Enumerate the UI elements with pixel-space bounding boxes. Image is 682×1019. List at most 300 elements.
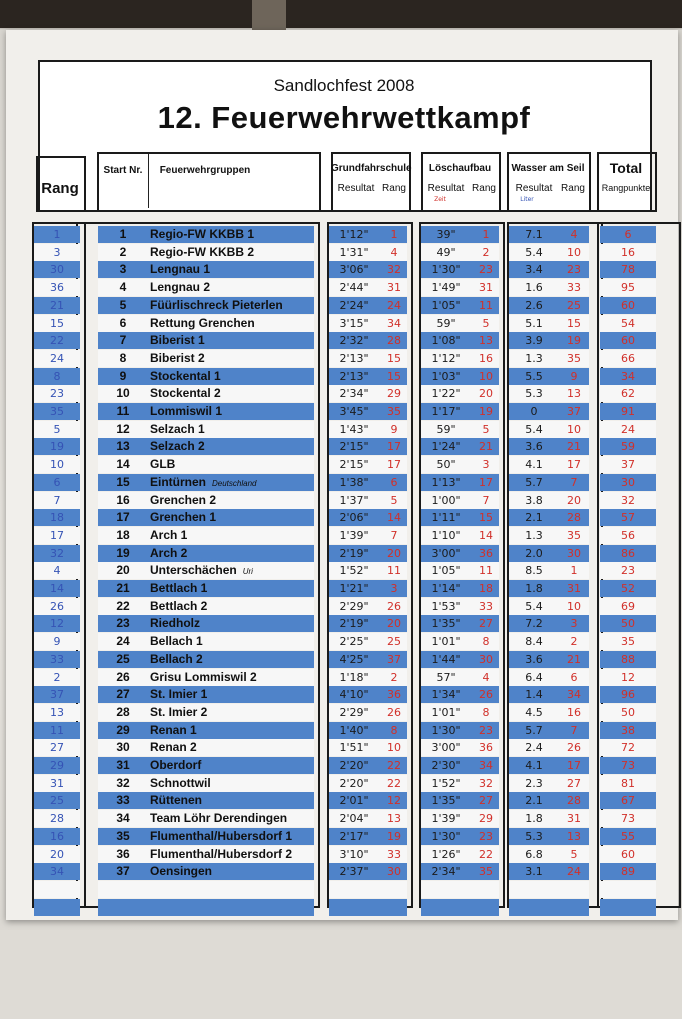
- group-name-cell: Schnottwil: [150, 775, 211, 790]
- grundfahrschule-rang-cell: 7: [390, 528, 398, 542]
- wasser-rang-cell: 13: [567, 387, 581, 401]
- wasser-resultat-cell: 3.6: [525, 440, 543, 454]
- wasser-resultat-cell: 8.4: [525, 635, 543, 649]
- total-cell: 60: [621, 847, 635, 861]
- total-cell: 34: [621, 369, 635, 383]
- total-cell: 56: [621, 528, 635, 542]
- wasser-resultat-cell: 4.1: [525, 759, 543, 772]
- wasser-rang-cell: 25: [567, 298, 581, 312]
- total-cell: 54: [621, 316, 635, 330]
- rank-cell: 13: [50, 705, 64, 719]
- total-cell: 57: [621, 511, 635, 525]
- loeschaufbau-resultat-cell: 1'14": [431, 582, 461, 595]
- group-name-cell: Lommiswil 1: [150, 404, 223, 418]
- grundfahrschule-rang-cell: 12: [387, 794, 401, 808]
- wasser-resultat-cell: 0: [530, 405, 538, 418]
- grundfahrschule-rang-cell: 15: [387, 351, 401, 365]
- start-nr-cell: 3: [119, 262, 127, 277]
- empty-row-stripe: [34, 899, 80, 916]
- total-cell: 38: [621, 723, 635, 737]
- loeschaufbau-resultat-cell: 50": [436, 458, 456, 472]
- grundfahrschule-rang-cell: 24: [387, 298, 401, 312]
- rank-cell: 14: [50, 582, 64, 595]
- rank-cell: 33: [50, 652, 64, 666]
- start-nr-cell: 27: [116, 687, 130, 702]
- total-cell: 60: [621, 334, 635, 348]
- loeschaufbau-rang-cell: 18: [479, 582, 493, 595]
- start-nr-cell: 36: [116, 846, 130, 861]
- grundfahrschule-rang-cell: 22: [387, 759, 401, 772]
- wasser-resultat-cell: 2.6: [525, 298, 543, 312]
- loeschaufbau-resultat-cell: 1'08": [431, 334, 461, 348]
- loeschaufbau-rang-cell: 11: [479, 564, 493, 578]
- wasser-rang-cell: 15: [567, 316, 581, 330]
- wasser-rang-cell: 2: [570, 635, 578, 649]
- group-origin-label: Uri: [242, 567, 253, 577]
- start-nr-header: Start Nr.: [103, 165, 143, 176]
- grundfahrschule-rang-cell: 1: [390, 228, 398, 241]
- start-nr-cell: 6: [119, 315, 127, 330]
- grundfahrschule-resultat-cell: 1'52": [339, 564, 369, 578]
- loeschaufbau-resultat-cell: 1'05": [431, 564, 461, 578]
- wasser-rang-cell: 24: [567, 865, 581, 879]
- rank-cell: 15: [50, 316, 64, 330]
- loeschaufbau-rang-cell: 11: [479, 298, 493, 312]
- start-nr-cell: 28: [116, 704, 130, 719]
- rank-cell: 11: [50, 723, 64, 737]
- event-title: Sandlochfest 2008: [273, 76, 415, 95]
- wasser-rang-cell: 17: [567, 458, 581, 472]
- group-name-cell: Lengnau 2: [150, 280, 211, 295]
- competition-title: 12. Feuerwehrwettkampf: [157, 100, 531, 135]
- start-nr-cell: 1: [119, 227, 127, 241]
- total-cell: 89: [621, 865, 635, 879]
- group-name-cell: Rüttenen: [150, 793, 202, 808]
- rank-cell: 26: [50, 599, 64, 613]
- grundfahrschule-rang-cell: 35: [387, 405, 401, 418]
- grundfahrschule-resultat-header: Resultat: [337, 183, 375, 194]
- total-cell: 72: [621, 741, 635, 755]
- wasser-resultat-cell: 4.5: [525, 705, 543, 719]
- wasser-rang-cell: 10: [567, 422, 581, 436]
- grundfahrschule-resultat-cell: 3'45": [339, 405, 369, 418]
- loeschaufbau-rang-cell: 35: [479, 865, 493, 879]
- start-nr-cell: 29: [116, 722, 130, 737]
- wasser-rang-header: Rang: [561, 183, 585, 194]
- grundfahrschule-resultat-cell: 3'15": [339, 316, 369, 330]
- grundfahrschule-resultat-cell: 1'40": [339, 723, 369, 737]
- loeschaufbau-resultat-cell: 1'34": [431, 688, 461, 702]
- total-cell: 16: [621, 245, 635, 259]
- start-nr-cell: 14: [116, 457, 130, 472]
- total-cell: 81: [621, 776, 635, 790]
- loeschaufbau-resultat-cell: 49": [436, 245, 456, 259]
- wasser-rang-cell: 31: [567, 582, 581, 595]
- loeschaufbau-rang-cell: 36: [479, 546, 493, 560]
- empty-row-stripe: [98, 899, 314, 916]
- total-cell: 55: [621, 829, 635, 843]
- grundfahrschule-rang-cell: 5: [390, 493, 398, 507]
- wasser-resultat-cell: 5.7: [525, 475, 543, 489]
- grundfahrschule-resultat-cell: 2'32": [339, 334, 369, 348]
- total-cell: 96: [621, 688, 635, 702]
- loeschaufbau-rang-cell: 2: [482, 245, 490, 259]
- wasser-resultat-cell: 1.8: [525, 582, 543, 595]
- wasser-rang-cell: 34: [567, 688, 581, 702]
- empty-row-stripe: [329, 881, 407, 898]
- total-cell: 91: [621, 405, 635, 418]
- start-nr-cell: 30: [116, 740, 130, 755]
- grundfahrschule-resultat-cell: 2'13": [339, 351, 369, 365]
- wasser-rang-cell: 9: [570, 369, 578, 383]
- grundfahrschule-rang-cell: 3: [390, 582, 398, 595]
- loeschaufbau-resultat-cell: 1'35": [431, 617, 461, 631]
- group-name-cell: Selzach 1: [150, 421, 205, 436]
- group-name-cell: Füürlischreck Pieterlen: [150, 297, 283, 312]
- group-name-cell: Bellach 1: [150, 634, 203, 649]
- loeschaufbau-rang-cell: 29: [479, 812, 493, 826]
- group-name-cell: Riedholz: [150, 616, 200, 631]
- rank-cell: 34: [50, 865, 64, 879]
- wooden-post: [252, 0, 286, 30]
- loeschaufbau-resultat-cell: 1'52": [431, 776, 461, 790]
- empty-row-stripe: [34, 881, 80, 898]
- rank-cell: 24: [50, 351, 64, 365]
- total-cell: 50: [621, 617, 635, 631]
- grundfahrschule-resultat-cell: 2'19": [339, 617, 369, 631]
- loeschaufbau-rang-cell: 1: [482, 228, 490, 241]
- grundfahrschule-resultat-cell: 2'37": [339, 865, 369, 879]
- group-name-cell: Oensingen: [150, 864, 213, 879]
- wasser-resultat-cell: 1.8: [525, 812, 543, 826]
- loeschaufbau-rang-cell: 19: [479, 405, 493, 418]
- wasser-resultat-cell: 3.4: [525, 263, 543, 277]
- wasser-resultat-cell: 3.9: [525, 334, 543, 348]
- start-nr-cell: 2: [119, 244, 127, 259]
- rank-cell: 31: [50, 776, 64, 790]
- grundfahrschule-rang-cell: 25: [387, 635, 401, 649]
- total-cell: 30: [621, 475, 635, 489]
- loeschaufbau-rang-cell: 30: [479, 652, 493, 666]
- start-nr-cell: 9: [119, 368, 127, 383]
- wasser-rang-cell: 35: [567, 528, 581, 542]
- grundfahrschule-resultat-cell: 2'25": [339, 635, 369, 649]
- loeschaufbau-header-box: [421, 152, 501, 212]
- loeschaufbau-rang-cell: 27: [479, 794, 493, 808]
- start-nr-cell: 19: [116, 545, 130, 560]
- empty-row-stripe: [421, 899, 499, 916]
- grundfahrschule-rang-cell: 13: [387, 812, 401, 826]
- grundfahrschule-resultat-cell: 2'01": [339, 794, 369, 808]
- group-name-cell: Regio-FW KKBB 1: [150, 227, 254, 241]
- grundfahrschule-resultat-cell: 2'19": [339, 546, 369, 560]
- total-cell: 95: [621, 281, 635, 295]
- loeschaufbau-resultat-cell: 59": [436, 316, 456, 330]
- wasser-rang-cell: 30: [567, 546, 581, 560]
- grundfahrschule-rang-cell: 31: [387, 281, 401, 295]
- total-cell: 86: [621, 546, 635, 560]
- loeschaufbau-rang-cell: 23: [479, 263, 493, 277]
- grundfahrschule-resultat-cell: 2'17": [339, 829, 369, 843]
- total-cell: 88: [621, 652, 635, 666]
- start-nr-cell: 15: [116, 474, 130, 489]
- rank-cell: 23: [50, 387, 64, 401]
- wasser-rang-cell: 21: [567, 440, 581, 454]
- loeschaufbau-resultat-cell: 1'44": [431, 652, 461, 666]
- loeschaufbau-resultat-cell: 59": [436, 422, 456, 436]
- group-name-cell: St. Imier 1: [150, 687, 208, 702]
- grundfahrschule-header: Grundfahrschule: [331, 163, 412, 174]
- wasser-header: Wasser am Seil: [511, 163, 585, 174]
- loeschaufbau-resultat-cell: 1'30": [431, 723, 461, 737]
- rank-cell: 5: [53, 422, 61, 436]
- rank-cell: 16: [50, 829, 64, 843]
- loeschaufbau-rang-cell: 15: [479, 511, 493, 525]
- group-name-cell: Regio-FW KKBB 2: [150, 244, 254, 259]
- grundfahrschule-rang-cell: 20: [387, 617, 401, 631]
- grundfahrschule-resultat-cell: 2'20": [339, 759, 369, 772]
- wasser-rang-cell: 7: [570, 475, 578, 489]
- rank-cell: 35: [50, 405, 64, 418]
- rank-cell: 30: [50, 263, 64, 277]
- loeschaufbau-rang-cell: 3: [482, 458, 490, 472]
- wasser-resultat-cell: 4.1: [525, 458, 543, 472]
- wall-background: [0, 0, 682, 28]
- rank-cell: 25: [50, 794, 64, 808]
- group-name-cell: Unterschächen Uri: [150, 563, 253, 578]
- rank-cell: 8: [53, 369, 61, 383]
- loeschaufbau-header: Löschaufbau: [428, 163, 492, 174]
- loeschaufbau-resultat-cell: 1'53": [431, 599, 461, 613]
- group-name-cell: St. Imier 2: [150, 704, 208, 719]
- loeschaufbau-resultat-cell: 1'03": [431, 369, 461, 383]
- grundfahrschule-rang-cell: 36: [387, 688, 401, 702]
- wasser-resultat-cell: 2.0: [525, 546, 543, 560]
- loeschaufbau-rang-cell: 23: [479, 723, 493, 737]
- loeschaufbau-resultat-cell: 1'01": [431, 635, 461, 649]
- grundfahrschule-resultat-cell: 2'24": [339, 298, 369, 312]
- group-name-cell: Selzach 2: [150, 439, 205, 454]
- grundfahrschule-rang-cell: 14: [387, 511, 401, 525]
- loeschaufbau-rang-cell: 33: [479, 599, 493, 613]
- loeschaufbau-resultat-cell: 3'00": [431, 546, 461, 560]
- wasser-resultat-cell: 1.3: [525, 528, 543, 542]
- total-cell: 66: [621, 351, 635, 365]
- loeschaufbau-resultat-cell: 1'11": [431, 511, 461, 525]
- group-name-cell: Bettlach 1: [150, 581, 208, 595]
- grundfahrschule-rang-cell: 11: [387, 564, 401, 578]
- wasser-resultat-cell: 5.4: [525, 245, 543, 259]
- empty-row-stripe: [600, 881, 656, 898]
- wasser-resultat-cell: 2.3: [525, 776, 543, 790]
- start-nr-cell: 12: [116, 421, 130, 436]
- grundfahrschule-rang-header: Rang: [382, 183, 406, 194]
- rank-cell: 28: [50, 812, 64, 826]
- wasser-resultat-cell: 5.1: [525, 316, 543, 330]
- rank-cell: 22: [50, 334, 64, 348]
- rank-cell: 32: [50, 546, 64, 560]
- loeschaufbau-rang-cell: 8: [482, 635, 490, 649]
- rangpunkte-header: Rangpunkte: [601, 183, 651, 193]
- loeschaufbau-resultat-cell: 1'35": [431, 794, 461, 808]
- grundfahrschule-rang-cell: 6: [390, 475, 398, 489]
- wasser-resultat-cell: 5.4: [525, 422, 543, 436]
- wasser-rang-cell: 35: [567, 351, 581, 365]
- group-name-cell: Grisu Lommiswil 2: [150, 669, 257, 684]
- loeschaufbau-resultat-cell: 1'01": [431, 705, 461, 719]
- total-cell: 50: [621, 705, 635, 719]
- grundfahrschule-rang-cell: 33: [387, 847, 401, 861]
- start-nr-cell: 21: [116, 581, 130, 595]
- loeschaufbau-resultat-cell: 2'30": [431, 759, 461, 772]
- rank-cell: 10: [50, 458, 64, 472]
- group-name-cell: Renan 1: [150, 722, 197, 737]
- loeschaufbau-resultat-header: Resultat: [427, 183, 465, 194]
- group-name-cell: Bellach 2: [150, 651, 203, 666]
- group-origin-label: Deutschland: [212, 478, 257, 488]
- start-nr-cell: 34: [116, 811, 130, 826]
- grundfahrschule-rang-cell: 29: [387, 387, 401, 401]
- rank-cell: 36: [50, 281, 64, 295]
- wasser-rang-cell: 28: [567, 794, 581, 808]
- loeschaufbau-rang-cell: 8: [482, 705, 490, 719]
- grundfahrschule-resultat-cell: 4'25": [339, 652, 369, 666]
- grundfahrschule-rang-cell: 4: [390, 245, 398, 259]
- loeschaufbau-resultat-cell: 1'13": [431, 475, 461, 489]
- loeschaufbau-resultat-cell: 57": [436, 670, 456, 684]
- grundfahrschule-rang-cell: 20: [387, 546, 401, 560]
- loeschaufbau-rang-cell: 23: [479, 829, 493, 843]
- group-name-cell: Grenchen 2: [150, 492, 217, 507]
- grundfahrschule-resultat-cell: 3'10": [339, 847, 369, 861]
- loeschaufbau-resultat-cell: 1'17": [431, 405, 461, 418]
- start-nr-cell: 33: [116, 793, 130, 808]
- total-cell: 23: [621, 564, 635, 578]
- wasser-resultat-cell: 7.2: [525, 617, 543, 631]
- empty-row-stripe: [98, 881, 314, 898]
- loeschaufbau-resultat-cell: 1'49": [431, 281, 461, 295]
- start-nr-cell: 17: [116, 510, 130, 525]
- grundfahrschule-rang-cell: 17: [387, 440, 401, 454]
- grundfahrschule-resultat-cell: 2'06": [339, 511, 369, 525]
- group-name-cell: Team Löhr Derendingen: [150, 811, 288, 826]
- wasser-resultat-cell: 2.4: [525, 741, 543, 755]
- grundfahrschule-rang-cell: 17: [387, 458, 401, 472]
- floor-background: [0, 930, 682, 1019]
- rank-cell: 9: [53, 635, 61, 649]
- loeschaufbau-rang-header: Rang: [472, 183, 496, 194]
- group-name-cell: Stockental 1: [150, 368, 221, 383]
- wasser-resultat-header: Resultat: [515, 183, 553, 194]
- total-cell: 67: [621, 794, 635, 808]
- grundfahrschule-rang-cell: 2: [390, 670, 398, 684]
- wasser-rang-cell: 13: [567, 829, 581, 843]
- total-cell: 73: [621, 812, 635, 826]
- grundfahrschule-resultat-cell: 2'44": [339, 281, 369, 295]
- grundfahrschule-rang-cell: 9: [390, 422, 398, 436]
- grundfahrschule-resultat-cell: 1'37": [339, 493, 369, 507]
- group-name-cell: Oberdorf: [150, 758, 202, 772]
- wasser-resultat-cell: 3.1: [525, 865, 543, 879]
- total-cell: 59: [621, 440, 635, 454]
- wasser-resultat-cell: 5.7: [525, 723, 543, 737]
- grundfahrschule-rang-cell: 8: [390, 723, 398, 737]
- group-name-cell: Flumenthal/Hubersdorf 1: [150, 828, 293, 843]
- start-nr-cell: 11: [116, 404, 130, 418]
- grundfahrschule-resultat-cell: 2'13": [339, 369, 369, 383]
- loeschaufbau-resultat-cell: 1'12": [431, 351, 461, 365]
- loeschaufbau-resultat-cell: 1'30": [431, 263, 461, 277]
- total-cell: 35: [621, 635, 635, 649]
- grundfahrschule-rang-cell: 28: [387, 334, 401, 348]
- rank-cell: 20: [50, 847, 64, 861]
- loeschaufbau-rang-cell: 16: [479, 351, 493, 365]
- group-name-cell: Bettlach 2: [150, 598, 208, 613]
- start-nr-cell: 24: [116, 634, 130, 649]
- loeschaufbau-rang-cell: 5: [482, 422, 490, 436]
- loeschaufbau-resultat-cell: 3'00": [431, 741, 461, 755]
- total-cell: 37: [621, 458, 635, 472]
- total-cell: 12: [621, 670, 635, 684]
- wasser-resultat-cell: 5.3: [525, 387, 543, 401]
- group-name-cell: Arch 1: [150, 527, 188, 542]
- group-name-cell: Rettung Grenchen: [150, 315, 255, 330]
- start-nr-cell: 16: [116, 492, 130, 507]
- loeschaufbau-rang-cell: 27: [479, 617, 493, 631]
- empty-row-stripe: [329, 899, 407, 916]
- rank-cell: 21: [50, 298, 64, 312]
- grundfahrschule-resultat-cell: 2'34": [339, 387, 369, 401]
- grundfahrschule-resultat-cell: 1'31": [339, 245, 369, 259]
- grundfahrschule-resultat-cell: 3'06": [339, 263, 369, 277]
- group-name-cell: Eintürnen Deutschland: [150, 474, 257, 489]
- grundfahrschule-resultat-cell: 1'39": [339, 528, 369, 542]
- wasser-rang-cell: 6: [570, 670, 578, 684]
- total-cell: 32: [621, 493, 635, 507]
- wasser-rang-cell: 20: [567, 493, 581, 507]
- total-cell: 6: [624, 228, 632, 241]
- header-divider: [148, 154, 149, 208]
- grundfahrschule-rang-cell: 37: [387, 652, 401, 666]
- grundfahrschule-resultat-cell: 1'12": [339, 228, 369, 241]
- rank-cell: 37: [50, 688, 64, 702]
- start-nr-cell: 7: [119, 333, 127, 348]
- wasser-resultat-cell: 2.1: [525, 794, 543, 808]
- rang-header: Rang: [41, 180, 79, 197]
- loeschaufbau-rang-cell: 34: [479, 759, 493, 772]
- wasser-rang-cell: 27: [567, 776, 581, 790]
- wasser-rang-cell: 10: [567, 599, 581, 613]
- loeschaufbau-rang-cell: 32: [479, 776, 493, 790]
- total-cell: 52: [621, 582, 635, 595]
- group-name-cell: Renan 2: [150, 740, 197, 755]
- loeschaufbau-rang-cell: 20: [479, 387, 493, 401]
- total-cell: 60: [621, 298, 635, 312]
- wasser-resultat-cell: 3.8: [525, 493, 543, 507]
- wasser-resultat-cell: 1.4: [525, 688, 543, 702]
- grundfahrschule-rang-cell: 32: [387, 263, 401, 277]
- grundfahrschule-resultat-cell: 2'20": [339, 776, 369, 790]
- groups-header-box: [97, 152, 321, 212]
- wasser-resultat-cell: 5.3: [525, 829, 543, 843]
- rank-cell: 17: [50, 528, 64, 542]
- wasser-resultat-cell: 3.6: [525, 652, 543, 666]
- start-nr-cell: 26: [116, 669, 130, 684]
- grundfahrschule-resultat-cell: 1'38": [339, 475, 369, 489]
- rank-cell: 3: [53, 245, 61, 259]
- start-nr-cell: 23: [116, 616, 130, 631]
- wasser-rang-cell: 4: [570, 228, 578, 241]
